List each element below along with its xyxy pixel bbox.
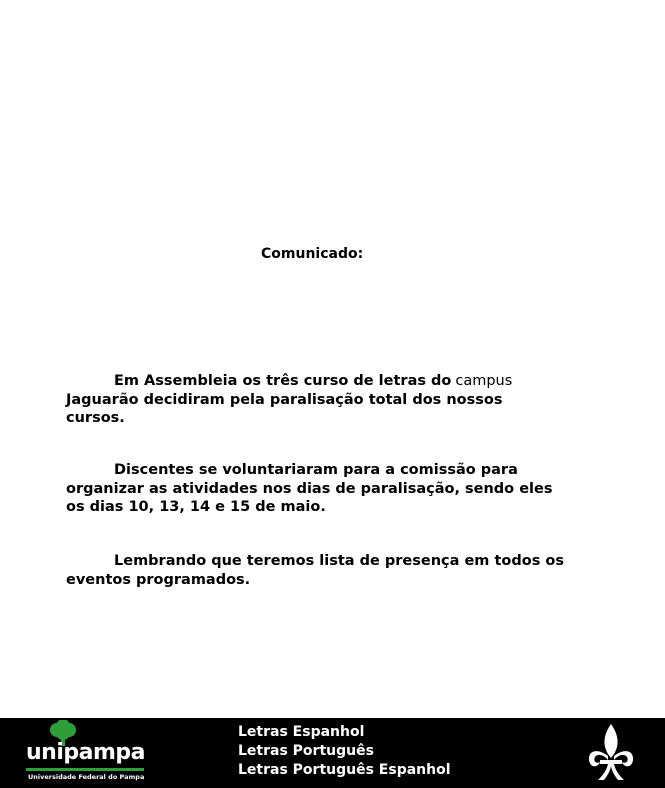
- course-item: Letras Espanhol: [238, 724, 365, 740]
- page-title: Comunicado:: [261, 246, 364, 262]
- logo-wordmark: unipampa: [26, 740, 145, 765]
- course-item: Letras Português: [238, 743, 374, 759]
- paragraph-line: os dias 10, 13, 14 e 15 de maio.: [66, 499, 326, 515]
- paragraph-line: Em Assembleia os três curso de letras do: [114, 373, 452, 389]
- paragraph-line: Discentes se voluntariaram para a comissão para: [114, 462, 518, 478]
- paragraph-line: Jaguarão decidiram pela paralisação total dos nossos: [66, 391, 503, 408]
- paragraph-lembrando: [66, 552, 596, 589]
- campus-word: campus: [455, 373, 513, 389]
- logo-subtitle: Universidade Federal do Pampa: [28, 773, 145, 781]
- paragraph-line: organizar as atividades nos dias de paralisação, sendo eles: [66, 480, 553, 497]
- fleur-de-lis-icon: [586, 722, 636, 784]
- logo-underline: [26, 768, 148, 772]
- course-item: Letras Português Espanhol: [238, 762, 451, 778]
- paragraph-line: cursos.: [66, 410, 125, 426]
- footer-bar: [0, 718, 665, 788]
- paragraph-line: Lembrando que teremos lista de presença em todos os: [114, 553, 564, 569]
- course-list: [238, 723, 451, 780]
- emblem: [586, 722, 636, 784]
- paragraph-discentes: [66, 461, 596, 517]
- paragraph-assembleia: [66, 372, 596, 428]
- unipampa-logo: [22, 720, 152, 784]
- paragraph-line: eventos programados.: [66, 571, 251, 588]
